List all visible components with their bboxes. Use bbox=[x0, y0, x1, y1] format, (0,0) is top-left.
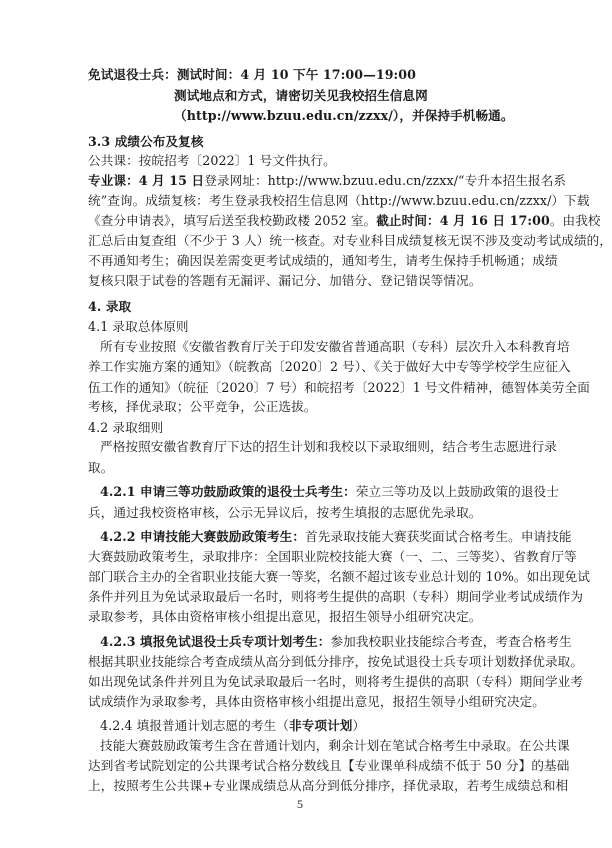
text: 汇总后由复查组（不少于 3 人）统一核查。对专业科目成绩复核无误不涉及变动考试成绩的， bbox=[88, 233, 612, 248]
text-line bbox=[88, 459, 518, 477]
text: 《查分申请表》，填写后送至我校勤政楼 2052 室。 bbox=[88, 213, 377, 228]
text-line bbox=[88, 757, 570, 775]
text-line bbox=[88, 653, 584, 671]
text-line bbox=[88, 548, 577, 566]
text: 公共课：按皖招考〔2022〕1 号文件执行。 bbox=[88, 153, 336, 168]
bold-text: 4.2.3 填报免试退役士兵专项计划考生： bbox=[100, 634, 331, 649]
section-heading bbox=[88, 298, 518, 316]
text: 录取参考，具体由资格审核小组提出意见，报招生领导小组研究决定。 bbox=[88, 609, 482, 624]
text-line bbox=[100, 483, 559, 501]
text-line bbox=[88, 568, 591, 586]
text-line bbox=[88, 673, 584, 691]
bold-text: 非专项计划 bbox=[288, 718, 353, 733]
text-line bbox=[100, 717, 530, 735]
text-line bbox=[88, 419, 518, 437]
text-line bbox=[88, 608, 518, 626]
text-line bbox=[88, 66, 518, 84]
text: ） bbox=[352, 718, 366, 733]
text-line bbox=[100, 528, 572, 546]
bold-text: （http://www.bzuu.edu.cn/zzxx/），并保持手机畅通。 bbox=[174, 108, 514, 123]
bold-text: 4.2.2 申请技能大赛鼓励政策考生： bbox=[100, 529, 306, 544]
text: 兵，通过我校资格审核，公示无异议后，按考生填报的志愿优先录取。 bbox=[88, 505, 482, 520]
text: 大赛鼓励政策考生，录取排序：全国职业院校技能大赛（一、二、三等奖）、省教育厅等 bbox=[88, 549, 577, 564]
text: 严格按照安徽省教育厅下达的招生计划和我校以下录取细则，结合考生志愿进行录 bbox=[100, 439, 557, 454]
text: 4.2 录取细则 bbox=[88, 420, 164, 435]
text-line bbox=[88, 152, 518, 170]
bold-text: 截止时间：4 月 16 日 17:00 bbox=[376, 213, 550, 228]
text: 登录网址：http://www.bzuu.edu.cn/zzxx/“专升本招生报名系 bbox=[204, 173, 567, 188]
text: 4.2.4 填报普通计划志愿的考生（ bbox=[100, 718, 289, 733]
text-line bbox=[100, 438, 557, 456]
text-line bbox=[88, 212, 601, 230]
section-heading bbox=[88, 133, 518, 151]
text: 统”查询。成绩复核：考生登录我校招生信息网（http://www.bzuu.edu.cn/zzxx/）下载 bbox=[88, 193, 590, 208]
text-line bbox=[88, 693, 545, 711]
text-line bbox=[88, 504, 518, 522]
text: 考核，择优录取；公平竞争，公正选拔。 bbox=[88, 399, 317, 414]
text: 伍工作的通知》（皖征〔2020〕7 号）和皖招考〔2022〕1 号文件精神，德智体美劳全面 bbox=[88, 380, 590, 395]
text: 。由我校 bbox=[549, 213, 601, 228]
text-line bbox=[88, 379, 590, 397]
text-line bbox=[88, 777, 569, 795]
text: 参加我校职业技能综合考查，考查合格考生 bbox=[330, 634, 572, 649]
text: 上，按照考生公共课+专业课成绩总从高分到低分排序，择优录取，若考生成绩总和相 bbox=[88, 778, 569, 793]
text-line bbox=[88, 252, 558, 270]
bold-text: 4. 录取 bbox=[88, 299, 132, 314]
text: 部门联合主办的全省职业技能大赛一等奖，名额不超过该专业总计划的 10%。如出现免试 bbox=[88, 569, 591, 584]
text: 如出现免试条件并列且为免试录取最后一名时，则将考生提供的高职（专科）期间学业考 bbox=[88, 674, 584, 689]
text-line bbox=[100, 737, 570, 755]
page-number: 5 bbox=[296, 797, 304, 811]
text: 首先录取技能大赛获奖面试合格考生。申请技能 bbox=[305, 529, 572, 544]
bold-text: 专业课：4 月 15 日 bbox=[88, 173, 205, 188]
text-line bbox=[88, 232, 612, 250]
text-line bbox=[88, 272, 518, 290]
bold-text: 免试退役士兵：测试时间：4 月 10 下午 17:00—19:00 bbox=[88, 67, 417, 82]
text-line bbox=[88, 318, 518, 336]
text: 不再通知考生；确因误差需变更考试成绩的，通知考生，请考生保持手机畅通；成绩 bbox=[88, 253, 558, 268]
bold-text: 3.3 成绩公布及复核 bbox=[88, 134, 204, 149]
text-line bbox=[100, 338, 570, 356]
text: 技能大赛鼓励政策考生含在普通计划内，剩余计划在笔试合格考生中录取。在公共课 bbox=[100, 738, 570, 753]
text: 复核只限于试卷的答题有无漏评、漏记分、加错分、登记错误等情况。 bbox=[88, 273, 482, 288]
text: 根据其职业技能综合考查成绩从高分到低分排序，按免试退役士兵专项计划数择优录取。 bbox=[88, 654, 584, 669]
text-line bbox=[88, 172, 567, 190]
text-line bbox=[88, 192, 590, 210]
text-line bbox=[88, 358, 571, 376]
bold-text: 4.2.1 申请三等功鼓励政策的退役士兵考生： bbox=[100, 484, 356, 499]
text: 4.1 录取总体原则 bbox=[88, 319, 189, 334]
text: 所有专业按照《安徽省教育厅关于印发安徽省普通高职（专科）层次升入本科教育培 bbox=[100, 339, 570, 354]
text-line bbox=[174, 107, 604, 125]
text: 荣立三等功及以上鼓励政策的退役士 bbox=[355, 484, 559, 499]
text: 取。 bbox=[88, 460, 114, 475]
text-line bbox=[100, 633, 572, 651]
text: 条件并列且为免试录取最后一名时，则将考生提供的高职（专科）期间学业考试成绩作为 bbox=[88, 589, 584, 604]
text-line bbox=[174, 87, 604, 105]
text: 试成绩作为录取参考，具体由资格审核小组提出意见，报招生领导小组研究决定。 bbox=[88, 694, 545, 709]
text: 达到省考试院划定的公共课考试合格分数线且【专业课单科成绩不低于 50 分】的基础 bbox=[88, 758, 570, 773]
text-line bbox=[88, 588, 584, 606]
text-line bbox=[88, 398, 518, 416]
bold-text: 测试地点和方式，请密切关见我校招生信息网 bbox=[174, 88, 428, 103]
text: 养工作实施方案的通知》（皖教高〔2020〕2 号）、《关于做好大中专等学校学生应征入 bbox=[88, 359, 571, 374]
